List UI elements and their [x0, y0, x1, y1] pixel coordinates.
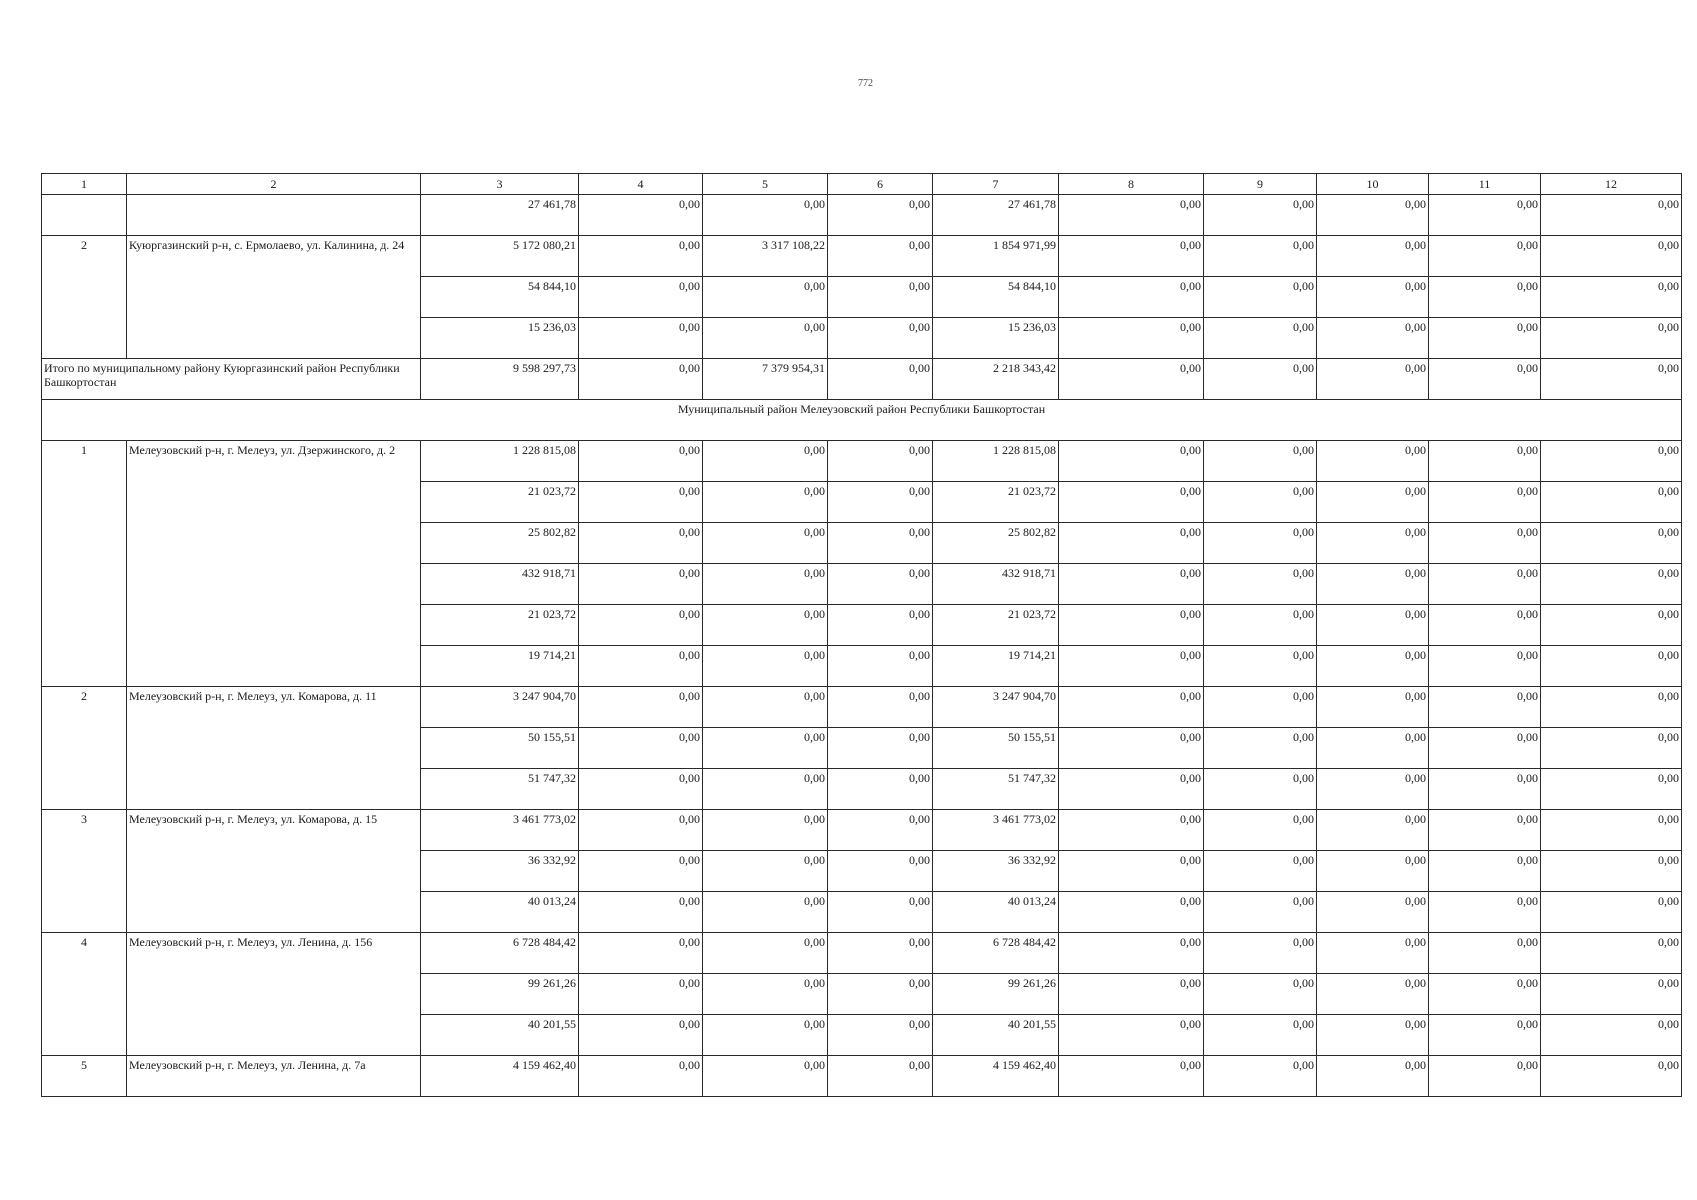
amount-cell: 36 332,92 [421, 851, 579, 892]
address-cell [127, 195, 421, 236]
amount-cell: 27 461,78 [421, 195, 579, 236]
amount-cell: 0,00 [1429, 564, 1541, 605]
amount-cell: 0,00 [1429, 1015, 1541, 1056]
amount-cell: 0,00 [1429, 728, 1541, 769]
amount-cell: 0,00 [703, 523, 828, 564]
amount-cell: 54 844,10 [421, 277, 579, 318]
column-header: 8 [1059, 174, 1204, 195]
amount-cell: 0,00 [828, 482, 933, 523]
section-title: Муниципальный район Мелеузовский район Республики Башкортостан [42, 400, 1682, 441]
amount-cell: 0,00 [828, 1056, 933, 1097]
amount-cell: 40 013,24 [421, 892, 579, 933]
amount-cell: 0,00 [1204, 482, 1317, 523]
amount-cell: 99 261,26 [421, 974, 579, 1015]
column-header: 4 [579, 174, 703, 195]
amount-cell: 9 598 297,73 [421, 359, 579, 400]
amount-cell: 0,00 [828, 851, 933, 892]
amount-cell: 0,00 [1541, 1056, 1682, 1097]
amount-cell: 40 201,55 [933, 1015, 1059, 1056]
amount-cell: 0,00 [1317, 359, 1429, 400]
amount-cell: 0,00 [579, 1015, 703, 1056]
amount-cell: 0,00 [1317, 482, 1429, 523]
amount-cell: 0,00 [828, 892, 933, 933]
amount-cell: 0,00 [703, 646, 828, 687]
amount-cell: 25 802,82 [933, 523, 1059, 564]
amount-cell: 0,00 [1541, 195, 1682, 236]
address-cell: Мелеузовский р-н, г. Мелеуз, ул. Ленина, д. 156 [127, 933, 421, 1056]
amount-cell: 0,00 [1541, 318, 1682, 359]
amount-cell: 0,00 [703, 1015, 828, 1056]
address-cell: Мелеузовский р-н, г. Мелеуз, ул. Комарова, д. 11 [127, 687, 421, 810]
amount-cell: 0,00 [1317, 441, 1429, 482]
table-row [42, 400, 1682, 441]
amount-cell: 0,00 [1059, 974, 1204, 1015]
column-header: 7 [933, 174, 1059, 195]
amount-cell: 0,00 [1059, 523, 1204, 564]
amount-cell: 0,00 [1204, 646, 1317, 687]
amount-cell: 0,00 [703, 1056, 828, 1097]
table-row [42, 195, 1682, 236]
amount-cell: 0,00 [1429, 236, 1541, 277]
amount-cell: 25 802,82 [421, 523, 579, 564]
amount-cell: 0,00 [579, 236, 703, 277]
amount-cell: 0,00 [1429, 605, 1541, 646]
amount-cell: 0,00 [579, 318, 703, 359]
amount-cell: 0,00 [579, 564, 703, 605]
amount-cell: 0,00 [1204, 441, 1317, 482]
amount-cell: 0,00 [1059, 687, 1204, 728]
amount-cell: 0,00 [579, 851, 703, 892]
amount-cell: 0,00 [1059, 482, 1204, 523]
amount-cell: 0,00 [579, 810, 703, 851]
column-header: 5 [703, 174, 828, 195]
amount-cell: 0,00 [1204, 277, 1317, 318]
table-row [42, 236, 1682, 277]
amount-cell: 0,00 [1429, 277, 1541, 318]
amount-cell: 0,00 [1429, 810, 1541, 851]
amount-cell: 0,00 [1429, 851, 1541, 892]
amount-cell: 0,00 [1059, 605, 1204, 646]
amount-cell: 0,00 [828, 1015, 933, 1056]
amount-cell: 0,00 [579, 974, 703, 1015]
amount-cell: 54 844,10 [933, 277, 1059, 318]
amount-cell: 0,00 [1429, 892, 1541, 933]
amount-cell: 0,00 [828, 236, 933, 277]
amount-cell: 21 023,72 [421, 482, 579, 523]
amount-cell: 0,00 [828, 605, 933, 646]
column-header: 12 [1541, 174, 1682, 195]
amount-cell: 0,00 [1059, 318, 1204, 359]
address-cell: Мелеузовский р-н, г. Мелеуз, ул. Дзержинского, д. 2 [127, 441, 421, 687]
amount-cell: 0,00 [1541, 359, 1682, 400]
amount-cell: 0,00 [1429, 523, 1541, 564]
amount-cell: 0,00 [1204, 1056, 1317, 1097]
amount-cell: 0,00 [1541, 605, 1682, 646]
amount-cell: 0,00 [1317, 974, 1429, 1015]
amount-cell: 0,00 [1541, 441, 1682, 482]
amount-cell: 0,00 [579, 892, 703, 933]
amount-cell: 0,00 [828, 277, 933, 318]
address-cell: Мелеузовский р-н, г. Мелеуз, ул. Комарова, д. 15 [127, 810, 421, 933]
amount-cell: 0,00 [1429, 195, 1541, 236]
amount-cell: 0,00 [1059, 441, 1204, 482]
amount-cell: 0,00 [703, 564, 828, 605]
table-row [42, 810, 1682, 851]
address-cell: Куюргазинский р-н, с. Ермолаево, ул. Калинина, д. 24 [127, 236, 421, 359]
amount-cell: 0,00 [1059, 892, 1204, 933]
amount-cell: 0,00 [579, 277, 703, 318]
amount-cell: 0,00 [1317, 769, 1429, 810]
row-number: 2 [42, 687, 127, 810]
column-header: 11 [1429, 174, 1541, 195]
amount-cell: 0,00 [1317, 933, 1429, 974]
amount-cell: 0,00 [1541, 974, 1682, 1015]
amount-cell: 0,00 [703, 441, 828, 482]
amount-cell: 0,00 [1059, 195, 1204, 236]
amount-cell: 0,00 [1429, 687, 1541, 728]
amount-cell: 0,00 [1204, 318, 1317, 359]
amount-cell: 0,00 [1429, 482, 1541, 523]
total-label: Итого по муниципальному району Куюргазинский район Республики Башкортостан [42, 359, 421, 400]
amount-cell: 0,00 [1317, 810, 1429, 851]
amount-cell: 0,00 [1429, 933, 1541, 974]
amount-cell: 21 023,72 [933, 482, 1059, 523]
amount-cell: 0,00 [579, 933, 703, 974]
amount-cell: 0,00 [1317, 318, 1429, 359]
amount-cell: 0,00 [1317, 523, 1429, 564]
amount-cell: 432 918,71 [421, 564, 579, 605]
amount-cell: 4 159 462,40 [933, 1056, 1059, 1097]
amount-cell: 36 332,92 [933, 851, 1059, 892]
amount-cell: 0,00 [1429, 318, 1541, 359]
amount-cell: 0,00 [828, 523, 933, 564]
amount-cell: 0,00 [1541, 892, 1682, 933]
amount-cell: 0,00 [579, 769, 703, 810]
amount-cell: 0,00 [1541, 564, 1682, 605]
amount-cell: 0,00 [703, 277, 828, 318]
amount-cell: 0,00 [1204, 605, 1317, 646]
amount-cell: 0,00 [1317, 1015, 1429, 1056]
amount-cell: 3 247 904,70 [933, 687, 1059, 728]
amount-cell: 0,00 [1541, 236, 1682, 277]
amount-cell: 0,00 [1059, 564, 1204, 605]
amount-cell: 0,00 [1541, 646, 1682, 687]
table-row [42, 687, 1682, 728]
amount-cell: 0,00 [1204, 892, 1317, 933]
amount-cell: 0,00 [1059, 646, 1204, 687]
row-number: 1 [42, 441, 127, 687]
amount-cell: 432 918,71 [933, 564, 1059, 605]
amount-cell: 0,00 [579, 441, 703, 482]
amount-cell: 0,00 [1059, 851, 1204, 892]
amount-cell: 0,00 [1429, 441, 1541, 482]
amount-cell: 0,00 [1204, 687, 1317, 728]
amount-cell: 0,00 [703, 933, 828, 974]
table-row [42, 359, 1682, 400]
column-header: 6 [828, 174, 933, 195]
amount-cell: 0,00 [1059, 933, 1204, 974]
amount-cell: 0,00 [1541, 851, 1682, 892]
column-header: 10 [1317, 174, 1429, 195]
amount-cell: 4 159 462,40 [421, 1056, 579, 1097]
amount-cell: 0,00 [1317, 728, 1429, 769]
amount-cell: 0,00 [1429, 359, 1541, 400]
column-header: 2 [127, 174, 421, 195]
amount-cell: 0,00 [1541, 933, 1682, 974]
page-number: 772 [858, 78, 873, 89]
amount-cell: 0,00 [703, 318, 828, 359]
amount-cell: 0,00 [1204, 974, 1317, 1015]
amount-cell: 21 023,72 [421, 605, 579, 646]
amount-cell: 0,00 [579, 482, 703, 523]
amount-cell: 0,00 [1317, 1056, 1429, 1097]
amount-cell: 3 317 108,22 [703, 236, 828, 277]
amount-cell: 0,00 [1204, 769, 1317, 810]
amount-cell: 0,00 [1059, 728, 1204, 769]
amount-cell: 99 261,26 [933, 974, 1059, 1015]
column-header: 1 [42, 174, 127, 195]
amount-cell: 0,00 [1204, 236, 1317, 277]
amount-cell: 0,00 [703, 687, 828, 728]
amount-cell: 0,00 [1317, 195, 1429, 236]
amount-cell: 51 747,32 [421, 769, 579, 810]
amount-cell: 1 854 971,99 [933, 236, 1059, 277]
amount-cell: 0,00 [1429, 769, 1541, 810]
amount-cell: 0,00 [1429, 974, 1541, 1015]
amount-cell: 3 461 773,02 [421, 810, 579, 851]
amount-cell: 0,00 [828, 728, 933, 769]
amount-cell: 6 728 484,42 [933, 933, 1059, 974]
amount-cell: 1 228 815,08 [933, 441, 1059, 482]
amount-cell: 27 461,78 [933, 195, 1059, 236]
amount-cell: 0,00 [1317, 236, 1429, 277]
amount-cell: 0,00 [579, 687, 703, 728]
amount-cell: 50 155,51 [933, 728, 1059, 769]
amount-cell: 0,00 [1204, 195, 1317, 236]
row-number: 2 [42, 236, 127, 359]
amount-cell: 0,00 [1204, 851, 1317, 892]
amount-cell: 0,00 [828, 359, 933, 400]
amount-cell: 0,00 [828, 195, 933, 236]
amount-cell: 19 714,21 [933, 646, 1059, 687]
amount-cell: 2 218 343,42 [933, 359, 1059, 400]
amount-cell: 0,00 [828, 646, 933, 687]
amount-cell: 0,00 [703, 892, 828, 933]
amount-cell: 0,00 [1541, 1015, 1682, 1056]
amount-cell: 40 201,55 [421, 1015, 579, 1056]
amount-cell: 50 155,51 [421, 728, 579, 769]
amount-cell: 0,00 [703, 195, 828, 236]
amount-cell: 0,00 [703, 974, 828, 1015]
amount-cell: 3 247 904,70 [421, 687, 579, 728]
amount-cell: 0,00 [579, 523, 703, 564]
amount-cell: 0,00 [828, 318, 933, 359]
amount-cell: 0,00 [579, 728, 703, 769]
amount-cell: 19 714,21 [421, 646, 579, 687]
address-cell: Мелеузовский р-н, г. Мелеуз, ул. Ленина, д. 7а [127, 1056, 421, 1097]
amount-cell: 0,00 [579, 1056, 703, 1097]
amount-cell: 0,00 [1317, 605, 1429, 646]
amount-cell: 0,00 [1541, 482, 1682, 523]
amount-cell: 0,00 [828, 810, 933, 851]
table-row [42, 933, 1682, 974]
amount-cell: 0,00 [1317, 892, 1429, 933]
amount-cell: 0,00 [1429, 646, 1541, 687]
amount-cell: 1 228 815,08 [421, 441, 579, 482]
header-row [42, 174, 1682, 195]
amount-cell: 0,00 [1317, 646, 1429, 687]
amount-cell: 0,00 [579, 195, 703, 236]
amount-cell: 0,00 [1204, 523, 1317, 564]
amount-cell: 3 461 773,02 [933, 810, 1059, 851]
amount-cell: 0,00 [1059, 359, 1204, 400]
amount-cell: 0,00 [703, 851, 828, 892]
amount-cell: 0,00 [1317, 687, 1429, 728]
amount-cell: 0,00 [1059, 1056, 1204, 1097]
amount-cell: 0,00 [1059, 1015, 1204, 1056]
amount-cell: 7 379 954,31 [703, 359, 828, 400]
table-row [42, 1056, 1682, 1097]
amount-cell: 0,00 [1317, 277, 1429, 318]
amount-cell: 21 023,72 [933, 605, 1059, 646]
amount-cell: 0,00 [1059, 810, 1204, 851]
amount-cell: 0,00 [1204, 933, 1317, 974]
table-row [42, 441, 1682, 482]
row-number: 3 [42, 810, 127, 933]
amount-cell: 0,00 [579, 646, 703, 687]
column-header: 3 [421, 174, 579, 195]
amount-cell: 15 236,03 [933, 318, 1059, 359]
amount-cell: 0,00 [703, 482, 828, 523]
amount-cell: 0,00 [828, 687, 933, 728]
amount-cell: 0,00 [703, 769, 828, 810]
amount-cell: 0,00 [703, 605, 828, 646]
amount-cell: 0,00 [828, 441, 933, 482]
amount-cell: 0,00 [1317, 851, 1429, 892]
amount-cell: 0,00 [703, 728, 828, 769]
amount-cell: 0,00 [1059, 277, 1204, 318]
amount-cell: 40 013,24 [933, 892, 1059, 933]
amount-cell: 6 728 484,42 [421, 933, 579, 974]
amount-cell: 0,00 [579, 605, 703, 646]
amount-cell: 0,00 [1204, 1015, 1317, 1056]
funding-table [41, 173, 1682, 1097]
amount-cell: 0,00 [1059, 769, 1204, 810]
amount-cell: 5 172 080,21 [421, 236, 579, 277]
amount-cell: 0,00 [1204, 359, 1317, 400]
table-body [42, 174, 1682, 1097]
amount-cell: 0,00 [1541, 810, 1682, 851]
amount-cell: 0,00 [1541, 523, 1682, 564]
row-number: 4 [42, 933, 127, 1056]
amount-cell: 0,00 [1541, 277, 1682, 318]
amount-cell: 0,00 [703, 810, 828, 851]
amount-cell: 0,00 [1204, 564, 1317, 605]
amount-cell: 0,00 [1541, 728, 1682, 769]
amount-cell: 0,00 [1204, 810, 1317, 851]
row-number: 5 [42, 1056, 127, 1097]
amount-cell: 0,00 [1204, 728, 1317, 769]
amount-cell: 15 236,03 [421, 318, 579, 359]
amount-cell: 0,00 [1429, 1056, 1541, 1097]
amount-cell: 0,00 [1317, 564, 1429, 605]
amount-cell: 0,00 [579, 359, 703, 400]
amount-cell: 0,00 [828, 564, 933, 605]
amount-cell: 0,00 [1059, 236, 1204, 277]
row-number [42, 195, 127, 236]
amount-cell: 0,00 [1541, 769, 1682, 810]
column-header: 9 [1204, 174, 1317, 195]
amount-cell: 0,00 [828, 769, 933, 810]
amount-cell: 0,00 [828, 974, 933, 1015]
amount-cell: 51 747,32 [933, 769, 1059, 810]
amount-cell: 0,00 [1541, 687, 1682, 728]
amount-cell: 0,00 [828, 933, 933, 974]
